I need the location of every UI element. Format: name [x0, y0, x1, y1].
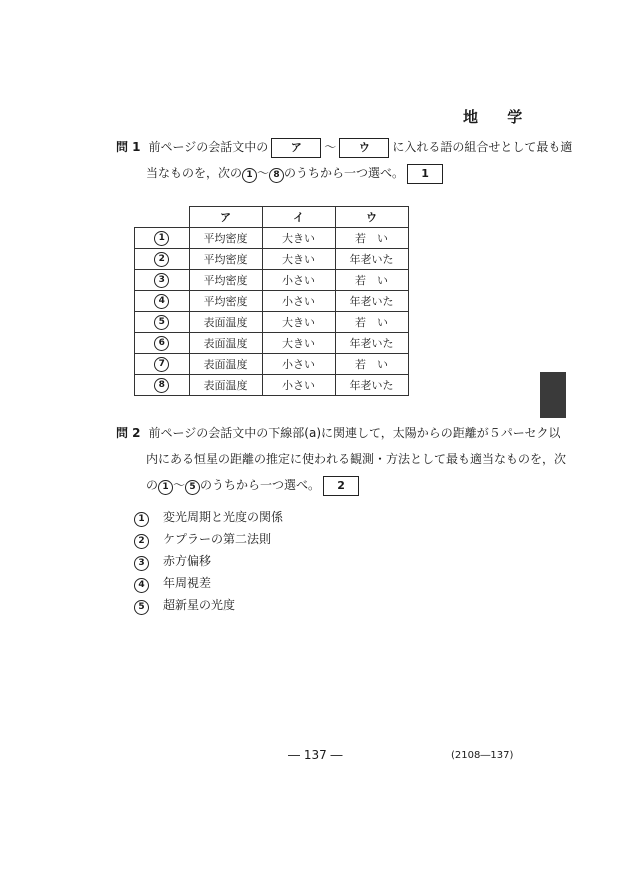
cell-i: 大きい	[262, 249, 335, 270]
q2-text-1: 前ページの会話文中の下線部(a)に関連して，太陽からの距離が５パーセク以	[148, 426, 561, 440]
cell-u: 若 い	[335, 312, 408, 333]
answer-table	[134, 206, 409, 396]
table-header-row	[135, 207, 409, 228]
cell-u: 年老いた	[335, 375, 408, 396]
circled-number: 2	[134, 534, 149, 549]
option-text: 年周視差	[163, 576, 212, 590]
q2-text-3b: のうちから一つ選べ。	[200, 478, 321, 492]
table-row	[135, 270, 409, 291]
q2-line-1	[116, 420, 566, 446]
circled-number: 4	[134, 578, 149, 593]
option-item	[134, 508, 283, 527]
header-a: ア	[189, 207, 262, 228]
table-row	[135, 228, 409, 249]
cell-i: 小さい	[262, 375, 335, 396]
q1-line-1	[116, 134, 572, 160]
q1-text-c: 当なものを，次の	[146, 166, 243, 180]
q1-tilde-2: ～	[257, 166, 270, 180]
q1-text-a: 前ページの会話文中の	[148, 140, 269, 154]
page-number: ― 137 ―	[288, 748, 343, 762]
circled-number: 5	[154, 315, 169, 330]
cell-a: 表面温度	[189, 354, 262, 375]
blank-box-a: ア	[271, 138, 321, 158]
cell-u: 年老いた	[335, 249, 408, 270]
q2-line-3	[116, 472, 566, 498]
page-edge-tab-marker	[540, 372, 566, 418]
circled-number: 3	[134, 556, 149, 571]
cell-a: 表面温度	[189, 312, 262, 333]
document-code: (2108―137)	[451, 750, 514, 761]
circled-number: 5	[185, 480, 200, 495]
circled-number: 1	[158, 480, 173, 495]
circled-number: 5	[134, 600, 149, 615]
cell-a: 表面温度	[189, 375, 262, 396]
circled-number: 8	[269, 168, 284, 183]
option-item	[134, 552, 211, 571]
circled-number: 3	[154, 273, 169, 288]
cell-a: 平均密度	[189, 270, 262, 291]
circled-number: 1	[154, 231, 169, 246]
q2-tilde: ～	[173, 478, 186, 492]
circled-number: 1	[134, 512, 149, 527]
cell-a: 表面温度	[189, 333, 262, 354]
q2-text-2: 内にある恒星の距離の推定に使われる観測・方法として最も適当なものを，次	[146, 452, 567, 466]
cell-u: 若 い	[335, 354, 408, 375]
table-row	[135, 291, 409, 312]
circled-number: 8	[154, 378, 169, 393]
circled-number: 6	[154, 336, 169, 351]
cell-i: 大きい	[262, 228, 335, 249]
question-2	[116, 420, 566, 498]
cell-u: 若 い	[335, 270, 408, 291]
cell-a: 平均密度	[189, 291, 262, 312]
option-item	[134, 596, 235, 615]
option-text: 変光周期と光度の関係	[163, 510, 284, 524]
subject-heading: 地 学	[463, 108, 535, 126]
table-row	[135, 333, 409, 354]
cell-a: 平均密度	[189, 228, 262, 249]
q1-label: 問 1	[116, 140, 141, 154]
table-row	[135, 375, 409, 396]
q2-text-3a: の	[146, 478, 159, 492]
cell-i: 小さい	[262, 291, 335, 312]
table-row	[135, 249, 409, 270]
cell-i: 大きい	[262, 333, 335, 354]
circled-number: 7	[154, 357, 169, 372]
cell-u: 若 い	[335, 228, 408, 249]
q2-line-2	[116, 446, 566, 472]
option-item	[134, 530, 271, 549]
cell-u: 年老いた	[335, 291, 408, 312]
blank-box-u: ウ	[339, 138, 389, 158]
option-text: ケプラーの第二法則	[163, 532, 272, 546]
header-i: イ	[262, 207, 335, 228]
table-row	[135, 312, 409, 333]
q1-line-2	[116, 160, 572, 186]
header-u: ウ	[335, 207, 408, 228]
cell-i: 小さい	[262, 270, 335, 291]
question-1	[116, 134, 572, 186]
q1-text-d: のうちから一つ選べ。	[284, 166, 405, 180]
q2-label: 問 2	[116, 426, 141, 440]
q1-text-b: に入れる語の組合せとして最も適	[392, 140, 573, 154]
option-text: 超新星の光度	[163, 598, 236, 612]
option-item	[134, 574, 211, 593]
answer-box-2: 2	[323, 476, 359, 496]
option-text: 赤方偏移	[163, 554, 212, 568]
cell-a: 平均密度	[189, 249, 262, 270]
circled-number: 2	[154, 252, 169, 267]
table-corner	[135, 207, 190, 228]
table-row	[135, 354, 409, 375]
cell-u: 年老いた	[335, 333, 408, 354]
circled-number: 4	[154, 294, 169, 309]
cell-i: 大きい	[262, 312, 335, 333]
q1-tilde: ～	[324, 140, 337, 154]
circled-number: 1	[242, 168, 257, 183]
cell-i: 小さい	[262, 354, 335, 375]
answer-box-1: 1	[407, 164, 443, 184]
